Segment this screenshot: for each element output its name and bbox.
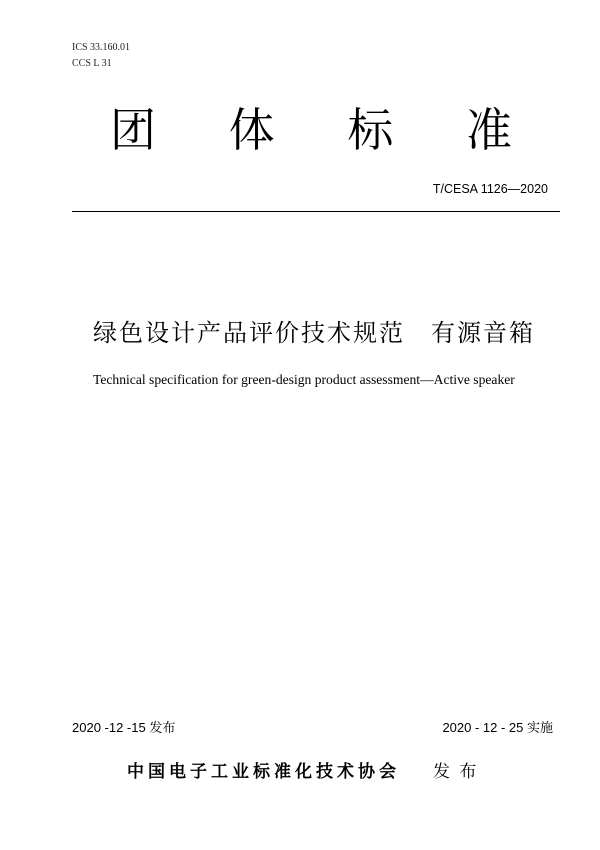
title-char: 准: [465, 103, 512, 157]
standard-number: T/CESA 1126—2020: [432, 182, 548, 196]
implement-date: 2020 - 12 - 25 实施: [442, 720, 553, 735]
ccs-code: CCS L 31: [72, 58, 112, 69]
header-divider: [72, 211, 560, 212]
title-char: 标: [347, 103, 394, 157]
publish-date: 2020 -12 -15 发布: [72, 720, 176, 735]
document-title-zh: 绿色设计产品评价技术规范 有源音箱: [93, 319, 535, 347]
document-title-en: Technical specification for green-design product assessment—Active speaker: [93, 372, 515, 387]
standard-category-title: [110, 103, 512, 157]
title-char: 团: [110, 103, 156, 157]
ics-code: ICS 33.160.01: [72, 42, 131, 53]
publisher-name: 中国电子工业标准化技术协会: [127, 762, 400, 782]
publish-label: 发 布: [433, 762, 479, 782]
title-char: 体: [228, 103, 275, 157]
